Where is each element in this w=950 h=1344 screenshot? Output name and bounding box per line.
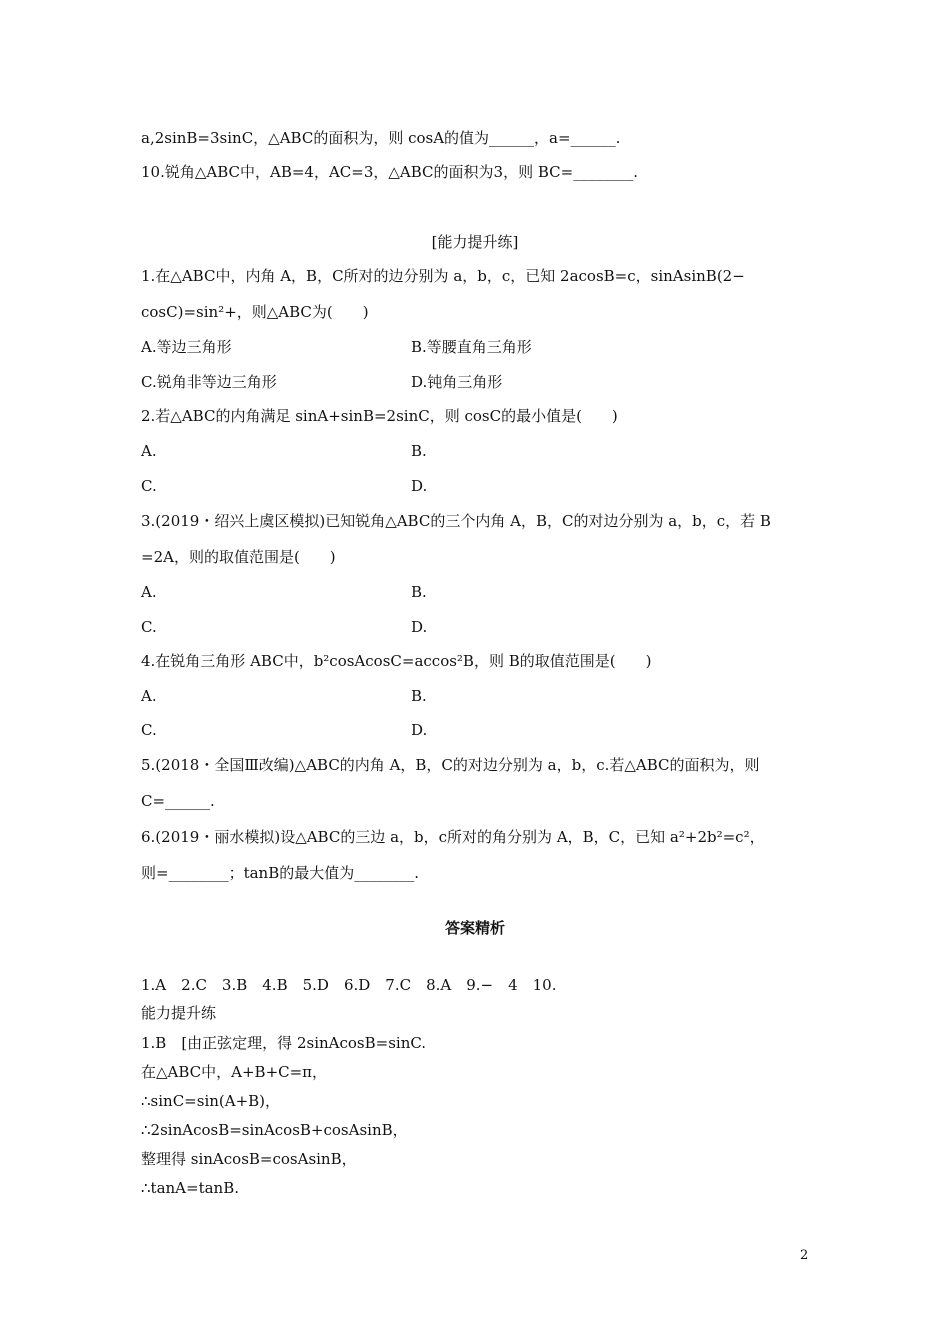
- q2-option-a: A.: [141, 442, 157, 460]
- question-6-line1: 6.(2019・丽水模拟)设△ABC的三边 a，b，c所对的角分别为 A，B，C，已知 a²+2b²=c²，: [141, 828, 765, 846]
- question-1-line1: 1.在△ABC中，内角 A，B，C所对的边分别为 a，b，c，已知 2acosB=c，sinAsinB(2−: [141, 267, 745, 285]
- answer-line-5: ∴sinC=sin(A+B)，: [141, 1092, 281, 1110]
- q3-option-b: B.: [411, 583, 427, 601]
- q2-option-d: D.: [411, 477, 428, 495]
- question-5-line1: 5.(2018・全国Ⅲ改编)△ABC的内角 A，B，C的对边分别为 a，b，c.若△ABC的面积为，则: [141, 756, 760, 774]
- q2-option-b: B.: [411, 442, 427, 460]
- q2-option-c: C.: [141, 477, 157, 495]
- question-3-line1: 3.(2019・绍兴上虞区模拟)已知锐角△ABC的三个内角 A，B，C的对边分别为 a，b，c，若 B: [141, 512, 771, 530]
- q1-option-a: A.等边三角形: [141, 338, 232, 356]
- q4-option-c: C.: [141, 721, 157, 739]
- answer-line-2: 能力提升练: [141, 1004, 217, 1022]
- question-10: 10.锐角△ABC中，AB=4，AC=3，△ABC的面积为3，则 BC=________.: [141, 163, 638, 181]
- answer-line-6: ∴2sinAcosB=sinAcosB+cosAsinB，: [141, 1121, 408, 1139]
- answer-line-8: ∴tanA=tanB.: [141, 1179, 239, 1197]
- question-3-line2: =2A，则的取值范围是( ): [141, 548, 336, 566]
- question-1-line2: cosC)=sin²+，则△ABC为( ): [141, 303, 369, 321]
- prev-question-line: a,2sinB=3sinC，△ABC的面积为，则 cosA的值为______，a=______.: [141, 129, 621, 147]
- q3-option-d: D.: [411, 618, 428, 636]
- page-number: 2: [800, 1248, 809, 1263]
- q4-option-b: B.: [411, 687, 427, 705]
- question-6-line2: 则=________；tanB的最大值为________.: [141, 864, 419, 882]
- answers-title: 答案精析: [444, 919, 505, 937]
- q3-option-a: A.: [141, 583, 157, 601]
- answer-line-4: 在△ABC中，A+B+C=π，: [141, 1063, 328, 1081]
- q1-option-b: B.等腰直角三角形: [411, 338, 532, 356]
- answer-line-7: 整理得 sinAcosB=cosAsinB，: [141, 1150, 357, 1168]
- q1-option-d: D.钝角三角形: [411, 373, 503, 391]
- section-title: [能力提升练]: [431, 233, 519, 251]
- answer-line-1: 1.A 2.C 3.B 4.B 5.D 6.D 7.C 8.A 9.− 4 10.: [141, 976, 557, 994]
- question-4-line1: 4.在锐角三角形 ABC中，b²cosAcosC=accos²B，则 B的取值范围是( ): [141, 652, 652, 670]
- q4-option-a: A.: [141, 687, 157, 705]
- q4-option-d: D.: [411, 721, 428, 739]
- answer-line-3: 1.B [由正弦定理，得 2sinAcosB=sinC.: [141, 1034, 427, 1052]
- q3-option-c: C.: [141, 618, 157, 636]
- question-5-line2: C=______.: [141, 792, 215, 810]
- q1-option-c: C.锐角非等边三角形: [141, 373, 277, 391]
- question-2-line1: 2.若△ABC的内角满足 sinA+sinB=2sinC，则 cosC的最小值是( ): [141, 407, 618, 425]
